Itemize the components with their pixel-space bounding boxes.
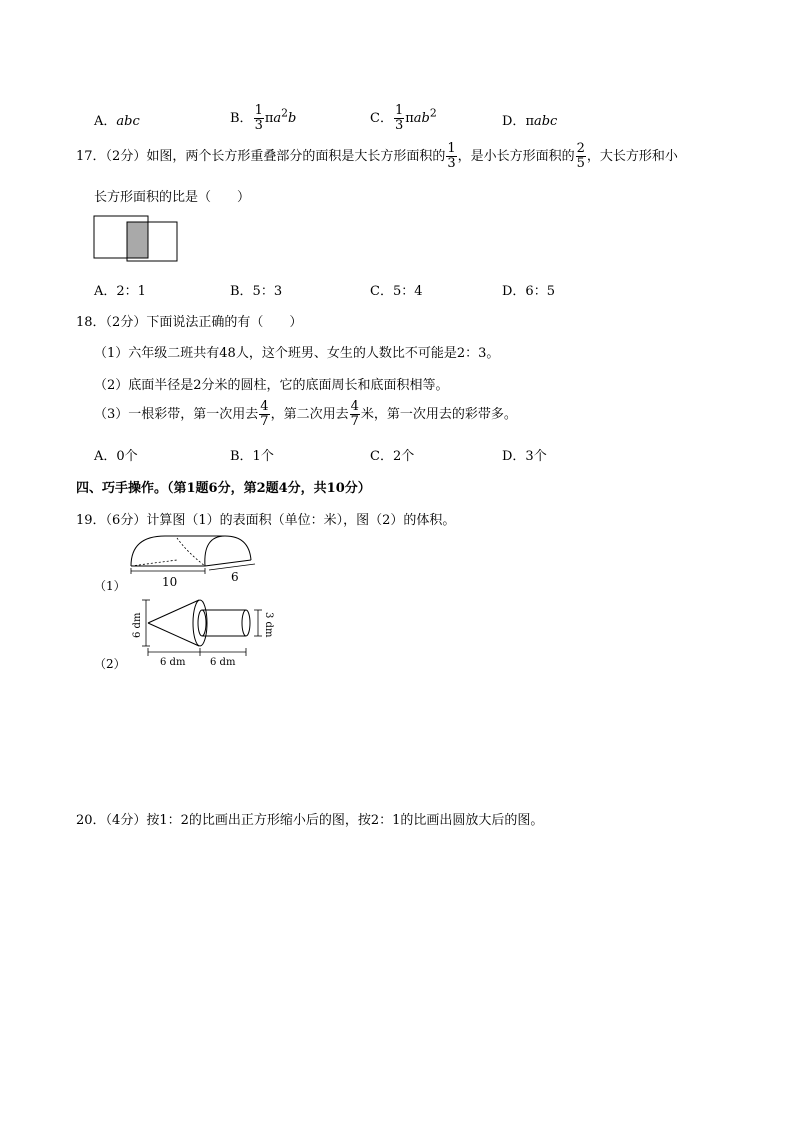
cone-bottom-edge xyxy=(148,623,199,646)
fraction: $\frac{1}{3}$ xyxy=(254,103,263,133)
q18-option-b: B．1个 xyxy=(230,449,274,464)
q18-statement-3: （3）一根彩带，第一次用去 $\frac{4}{7}$ ，第二次用去 $\frac{4}{7}$ 米，第一次用去的彩带多。 xyxy=(94,399,517,429)
q18-option-d: D．3个 xyxy=(502,449,547,464)
fraction: $\frac{2}{5}$ xyxy=(576,141,585,171)
cone-length-label: 6 dm xyxy=(160,657,186,668)
q17-option-d: D．6：5 xyxy=(502,284,555,299)
q17-stem-line1: 17．（2分）如图，两个长方形重叠部分的面积是大长方形面积的 $\frac{1}{3}$ ，是小长方形面积的 $\frac{2}{5}$ ，大长方形和小 xyxy=(76,141,678,171)
q19-stem: 19．（6分）计算图（1）的表面积（单位：米），图（2）的体积。 xyxy=(76,513,456,528)
q17-option-b: B．5：3 xyxy=(230,284,283,299)
q16-option-d: D．πabc xyxy=(502,114,558,129)
cylinder-left-end xyxy=(198,610,206,636)
q17-option-c: C．5：4 xyxy=(370,284,423,299)
hidden-base-line xyxy=(131,560,177,566)
q18-options xyxy=(94,445,714,465)
q16-option-b: B． $\frac{1}{3}$ $\pi a^2b$ xyxy=(230,103,297,133)
q17-stem-line2: 长方形面积的比是（ ） xyxy=(94,190,251,205)
q18-stem: 18．（2分）下面说法正确的有（ ） xyxy=(76,315,303,330)
q16-option-a: A．abc xyxy=(94,114,140,129)
cone-base xyxy=(193,600,207,646)
q16-option-c: C． $\frac{1}{3}$ πab$^2$ xyxy=(370,103,437,133)
height-label: 6 dm xyxy=(132,612,143,638)
width-label: 6 xyxy=(231,570,239,584)
cylinder-length-label: 6 dm xyxy=(210,657,236,668)
cylinder-right-end xyxy=(242,610,250,636)
q19-cone-cylinder-figure xyxy=(126,594,276,670)
q17-option-a: A．2：1 xyxy=(94,284,146,299)
q16-options xyxy=(94,104,714,134)
q20-stem: 20．（4分）按1：2的比画出正方形缩小后的图，按2：1的比画出圆放大后的图。 xyxy=(76,813,544,828)
fraction: $\frac{4}{7}$ xyxy=(260,399,269,429)
q19-half-cylinder-figure xyxy=(125,530,260,592)
fraction: $\frac{1}{3}$ xyxy=(447,141,456,171)
q19-fig2-label: （2） xyxy=(94,657,126,671)
section-heading: 四、巧手操作。（第1题6分，第2题4分，共10分） xyxy=(76,481,371,496)
fraction: $\frac{1}{3}$ xyxy=(394,103,404,133)
fraction: $\frac{4}{7}$ xyxy=(350,399,359,429)
diameter-label: 3 dm xyxy=(263,612,274,638)
q18-statement-2: （2）底面半径是2分米的圆柱，它的底面周长和底面积相等。 xyxy=(94,378,449,393)
q18-option-c: C．2个 xyxy=(370,449,415,464)
cone-top-edge xyxy=(148,600,199,623)
q18-option-a: A．0个 xyxy=(94,449,138,464)
hidden-arc xyxy=(177,538,205,566)
q19-fig1-label: （1） xyxy=(94,579,126,593)
q18-statement-1: （1）六年级二班共有48人，这个班男、女生的人数比不可能是2：3。 xyxy=(94,346,500,361)
back-arc xyxy=(205,536,251,566)
q17-options xyxy=(94,280,714,300)
q17-overlap-rectangles-figure xyxy=(92,214,182,264)
overlap-region xyxy=(127,222,148,258)
length-label: 10 xyxy=(162,575,178,589)
